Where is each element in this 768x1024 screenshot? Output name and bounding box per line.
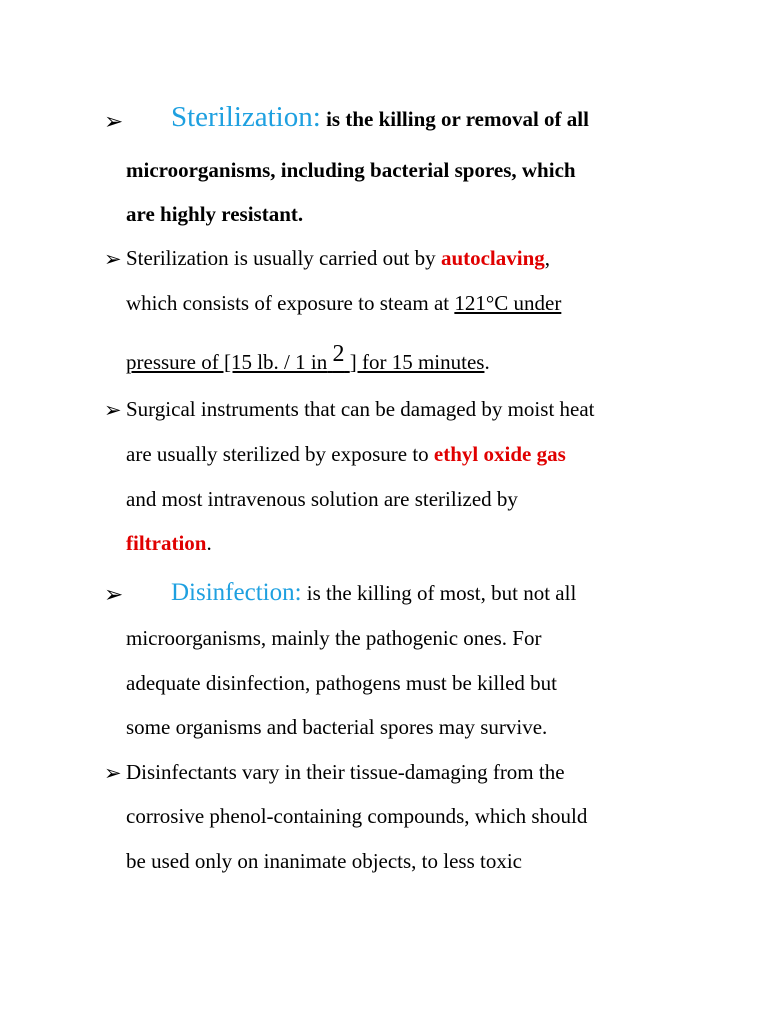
autoclaving-line-3 (126, 341, 490, 374)
surgical-line-2 (126, 444, 566, 465)
disinfectants-line-1: Disinfectants vary in their tissue-damaging from the (126, 760, 565, 784)
disinfection-line-3: adequate disinfection, pathogens must be killed but (126, 671, 557, 695)
temperature-underlined: 121°C under (454, 291, 562, 315)
pressure-superscript: 2 (332, 341, 345, 367)
surgical-line-1: Surgical instruments that can be damaged by moist heat (126, 397, 595, 421)
disinfection-heading-line (171, 580, 576, 605)
pressure-underlined (126, 341, 485, 374)
pressure-text: pressure of [15 lb. / 1 in (126, 350, 328, 374)
bullet-arrow-icon: ➢ (104, 761, 122, 785)
surgical-line-3: and most intravenous solution are sterilized by (126, 487, 518, 511)
sterilization-heading: Sterilization: (171, 101, 321, 133)
disinfection-heading: Disinfection: (171, 579, 302, 606)
disinfection-line-2: microorganisms, mainly the pathogenic ones. For (126, 626, 542, 650)
filtration-period: . (206, 531, 212, 555)
bullet-arrow-icon: ➢ (104, 247, 122, 271)
autoclaving-emphasis: autoclaving (440, 246, 545, 270)
bullet-arrow-icon: ➢ (104, 109, 124, 134)
autoclaving-text: Sterilization is usually carried out by (126, 246, 436, 270)
bullet-arrow-icon: ➢ (104, 582, 124, 607)
disinfection-line-4: some organisms and bacterial spores may survive. (126, 715, 548, 739)
autoclaving-line-1 (126, 248, 550, 269)
surgical-line-4 (126, 533, 212, 554)
pressure-duration: ] for 15 minutes (349, 350, 485, 374)
autoclaving-text-2: which consists of exposure to steam at (126, 291, 450, 315)
filtration-emphasis: filtration (126, 531, 207, 555)
sterilization-def-text: is the killing or removal of all (326, 107, 589, 131)
autoclaving-comma: , (544, 246, 551, 270)
ethyl-oxide-emphasis: ethyl oxide gas (433, 442, 566, 466)
sterilization-def-line-2: microorganisms, including bacterial spores, which (126, 158, 576, 182)
autoclaving-line-2 (126, 293, 561, 314)
sterilization-heading-line (171, 103, 589, 132)
surgical-text-2: are usually sterilized by exposure to (126, 442, 429, 466)
disinfection-def-text: is the killing of most, but not all (306, 581, 577, 605)
bullet-arrow-icon: ➢ (104, 398, 122, 422)
disinfectants-line-3: be used only on inanimate objects, to less toxic (126, 849, 523, 873)
pressure-period: . (484, 350, 490, 374)
disinfectants-line-2: corrosive phenol-containing compounds, which should (126, 804, 588, 828)
sterilization-def-line-3: are highly resistant. (126, 202, 304, 226)
